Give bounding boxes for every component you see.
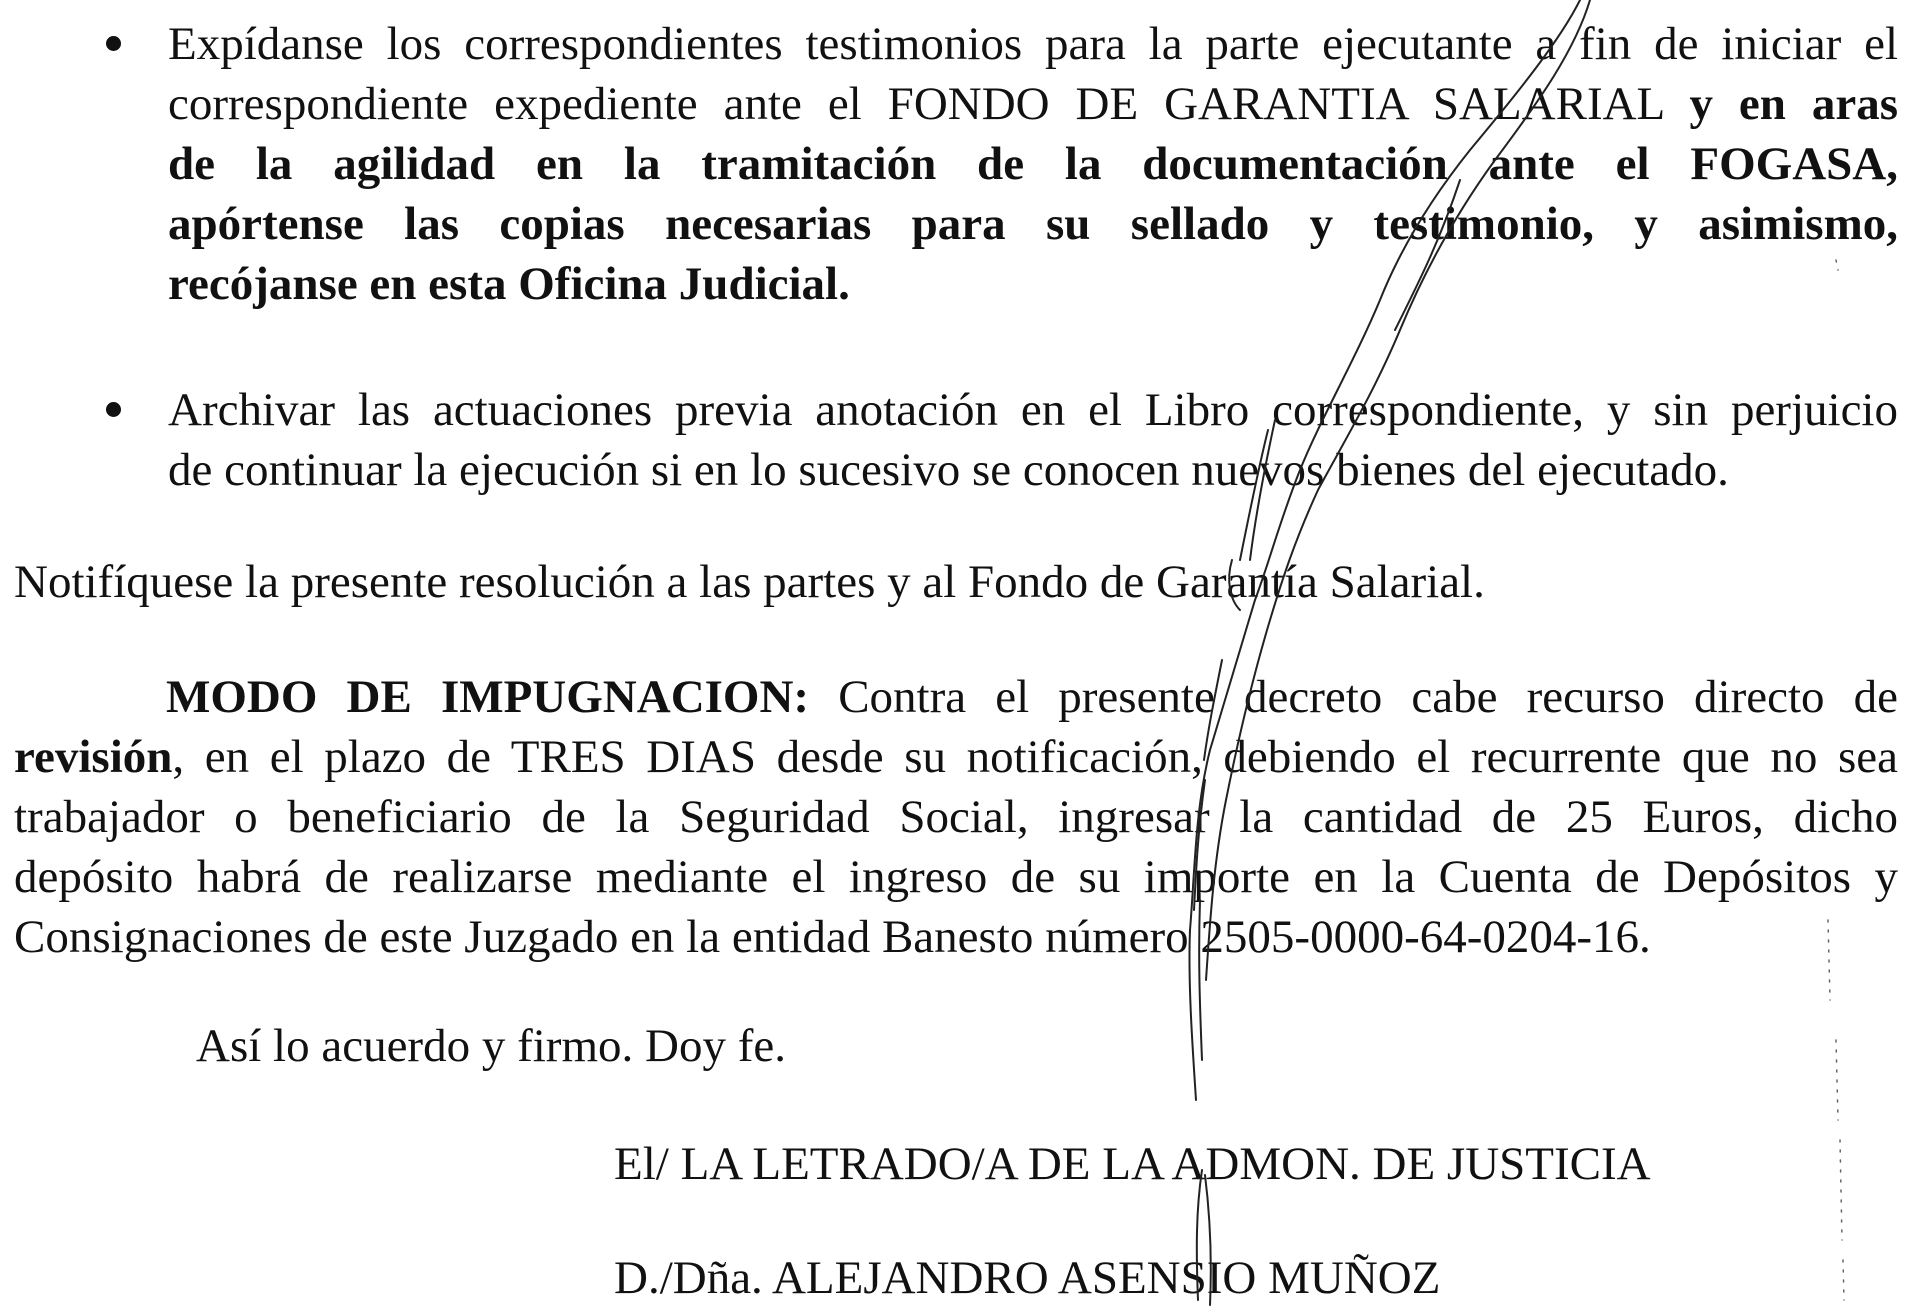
closing-text: Así lo acuerdo y firmo. Doy fe.	[196, 1020, 786, 1072]
bullet1-line2-normal: correspondiente expediente ante el FONDO DE GARANTIA SALARIAL	[168, 78, 1690, 130]
impugnacion-line5: Consignaciones de este Juzgado en la entidad Banesto número 2505-0000-64-0204-16.	[14, 911, 1651, 963]
bullet1-line5: recójanse en esta Oficina Judicial.	[168, 258, 850, 310]
bullet2-line1: Archivar las actuaciones previa anotación en el Libro correspondiente, y sin perjuicio	[168, 384, 1898, 436]
bullet-item-archivar	[168, 380, 1898, 500]
impugnacion-line2-rest: , en el plazo de TRES DIAS desde su notificación, debiendo el recurrente que no sea	[172, 731, 1898, 783]
signature-name: D./Dña. ALEJANDRO ASENSIO MUÑOZ	[614, 1252, 1441, 1304]
impugnacion-line4: depósito habrá de realizarse mediante el ingreso de su importe en la Cuenta de Depósitos y	[14, 851, 1898, 903]
impugnacion-line2	[14, 727, 1898, 787]
signature-title: El/ LA LETRADO/A DE LA ADMON. DE JUSTICIA	[614, 1138, 1651, 1190]
notify-text: Notifíquese la presente resolución a las partes y al Fondo de Garantía Salarial.	[14, 556, 1485, 608]
bullet1-line3: de la agilidad en la tramitación de la documentación ante el FOGASA,	[168, 138, 1898, 190]
impugnacion-paragraph	[14, 667, 1898, 967]
bullet2-line2: de continuar la ejecución si en lo sucesivo se conocen nuevos bienes del ejecutado.	[168, 444, 1729, 496]
bullet-dot	[106, 36, 121, 51]
impugnacion-line1	[14, 667, 1898, 727]
impugnacion-line3: trabajador o beneficiario de la Seguridad Social, ingresar la cantidad de 25 Euros, dicho	[14, 791, 1898, 843]
impugnacion-line1-rest: Contra el presente decreto cabe recurso directo de	[809, 671, 1898, 723]
bullet-dot	[106, 402, 121, 417]
impugnacion-revision: revisión	[14, 731, 173, 783]
bullet-item-testimonios	[168, 14, 1898, 314]
bullet1-line2-bold: y en aras	[1689, 78, 1899, 130]
bullet1-line2	[168, 74, 1898, 134]
bullet1-line1: Expídanse los correspondientes testimonios para la parte ejecutante a fin de iniciar el	[168, 18, 1898, 70]
bullet1-line4: apórtense las copias necesarias para su sellado y testimonio, y asimismo,	[168, 198, 1898, 250]
impugnacion-heading: MODO DE IMPUGNACION:	[166, 671, 810, 723]
notify-paragraph	[14, 552, 1898, 612]
